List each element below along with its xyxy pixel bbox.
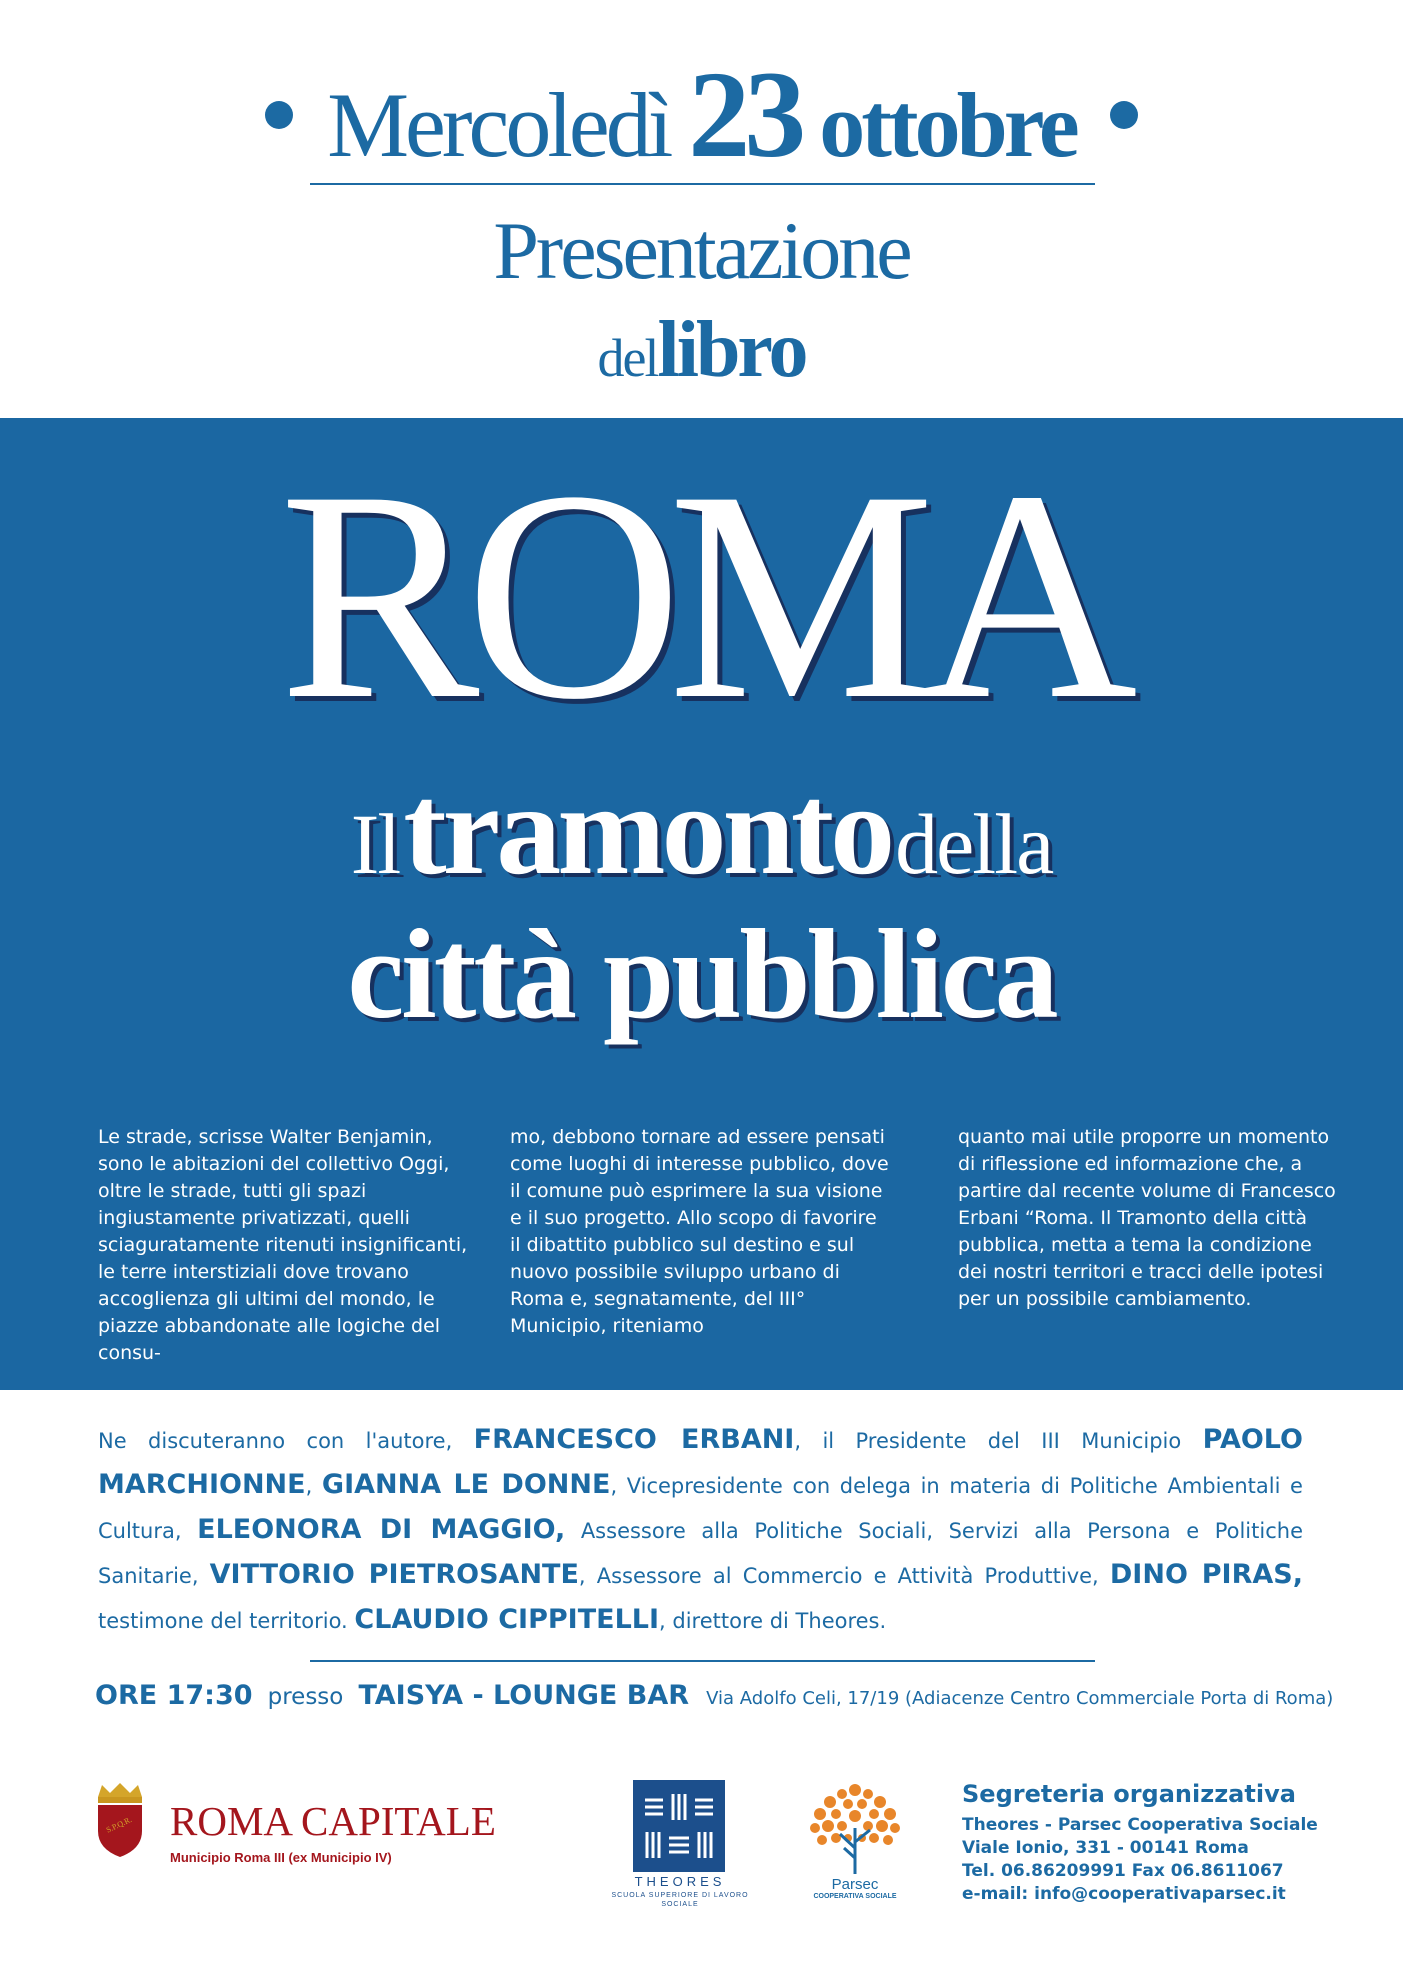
divider-top [310,183,1095,185]
speakers-text: , Assessore al Commercio e Attività Produttive, [578,1564,1110,1588]
description-column-2: mo, debbono tornare ad essere pensati come luoghi di interesse pubblico, dove il comune può esprimere la sua visione e il suo progetto. Allo scopo di favorire il dibattito pubblico sul destino e sul nuovo possibile sviluppo urbano di Roma e, segnatamente, del III° Municipio, riteniamo [510,1126,889,1337]
secretariat-phone: Tel. 06.86209991 Fax 06.8611067 [962,1861,1284,1881]
description-column-3: quanto mai utile proporre un momento di riflessione ed informazione che, a partire dal recente volume di Francesco Erbani “Roma. Il Tramonto della città pubblica, metta a tema la condizione dei nostri territori e tracci delle ipotesi per un possibile cambiamento. [958,1126,1336,1310]
speaker-name: DINO PIRAS, [1109,1559,1303,1590]
roma-capitale-subtitle: Municipio Roma III (ex Municipio IV) [170,1850,392,1865]
month: ottobre [819,74,1076,176]
event-date [327,46,1076,183]
parsec-name: Parsec [831,1876,879,1893]
shield-text: S.P.Q.R. [104,1814,134,1835]
speaker-name: PAOLO MARCHIONNE [98,1424,1303,1500]
libro-word: libro [657,306,806,394]
parsec-subtitle: COOPERATIVA SOCIALE [813,1893,897,1900]
speakers-paragraph [98,1418,1303,1643]
parsec-tree-icon [800,1778,910,1878]
date-heading [0,40,1403,190]
bullet-dot-right [1110,101,1138,129]
event-address: Via Adolfo Celi, 17/19 (Adiacenze Centro Commerciale Porta di Roma) [706,1688,1334,1709]
speakers-text: , Vicepresidente con delega in materia di Politiche Ambientali e Cultura, [98,1474,1303,1543]
speakers-text: , [305,1474,322,1498]
speakers-text: , il Presidente del III Municipio [794,1429,1203,1453]
event-time: ORE 17:30 [95,1680,253,1711]
bullet-dot-left [265,101,293,129]
roma-capitale-title: ROMA CAPITALE [170,1798,496,1844]
presentation-heading: Presentazione [493,205,910,296]
description-column-1: Le strade, scrisse Walter Benjamin, sono le abitazioni del collettivo Oggi, oltre le strade, tutti gli spazi ingiustamente privatizzati, quelli sciaguratamente ritenuti insignificanti, le terre interstiziali dove trovano accoglienza gli ultimi del mondo, le piazze abbandonate alle logiche del consu- [98,1126,468,1364]
subtitle-il: Il [350,796,400,892]
speaker-name: VITTORIO PIETROSANTE [209,1559,579,1590]
presentation-subheading [0,306,1403,394]
book-subtitle-line2: città pubblica [347,903,1056,1045]
speakers-text: Assessore alla Politiche Sociali, Servizi alla Persona e Politiche Sanitarie, [98,1519,1303,1588]
speaker-name: FRANCESCO ERBANI [473,1424,795,1455]
subtitle-tramonto: tramonto [403,758,892,902]
secretariat-email[interactable]: e-mail: info@cooperativaparsec.it [962,1884,1286,1904]
book-subtitle-line1 [0,758,1403,902]
del-word: del [597,328,658,388]
secretariat-organization: Theores - Parsec Cooperativa Sociale [962,1815,1318,1835]
speakers-text: testimone del territorio. [98,1609,355,1633]
subtitle-della: della [895,796,1053,892]
day-number: 23 [688,46,801,183]
speakers-text: Ne discuteranno con l'autore, [98,1429,474,1453]
speaker-name: ELEONORA DI MAGGIO, [197,1514,566,1545]
secretariat-block [962,1780,1318,1906]
speaker-name: CLAUDIO CIPPITELLI [354,1604,660,1635]
theores-name: THEORES [634,1874,726,1889]
roma-capitale-shield-icon [92,1783,148,1859]
theores-logo-icon [633,1780,725,1872]
event-venue: TAISYA - LOUNGE BAR [358,1680,690,1711]
presso-word: presso [267,1684,344,1710]
event-details [95,1680,1355,1711]
theores-subtitle: SCUOLA SUPERIORE DI LAVORO SOCIALE [611,1892,749,1908]
weekday: Mercoledì [327,74,670,176]
speakers-text: , direttore di Theores. [659,1609,887,1633]
speaker-name: GIANNA LE DONNE [321,1469,611,1500]
divider-bottom [310,1660,1095,1662]
secretariat-address: Viale Ionio, 331 - 00141 Roma [962,1838,1249,1858]
secretariat-heading: Segreteria organizzativa [962,1780,1296,1808]
book-title: ROMA [279,429,1124,761]
